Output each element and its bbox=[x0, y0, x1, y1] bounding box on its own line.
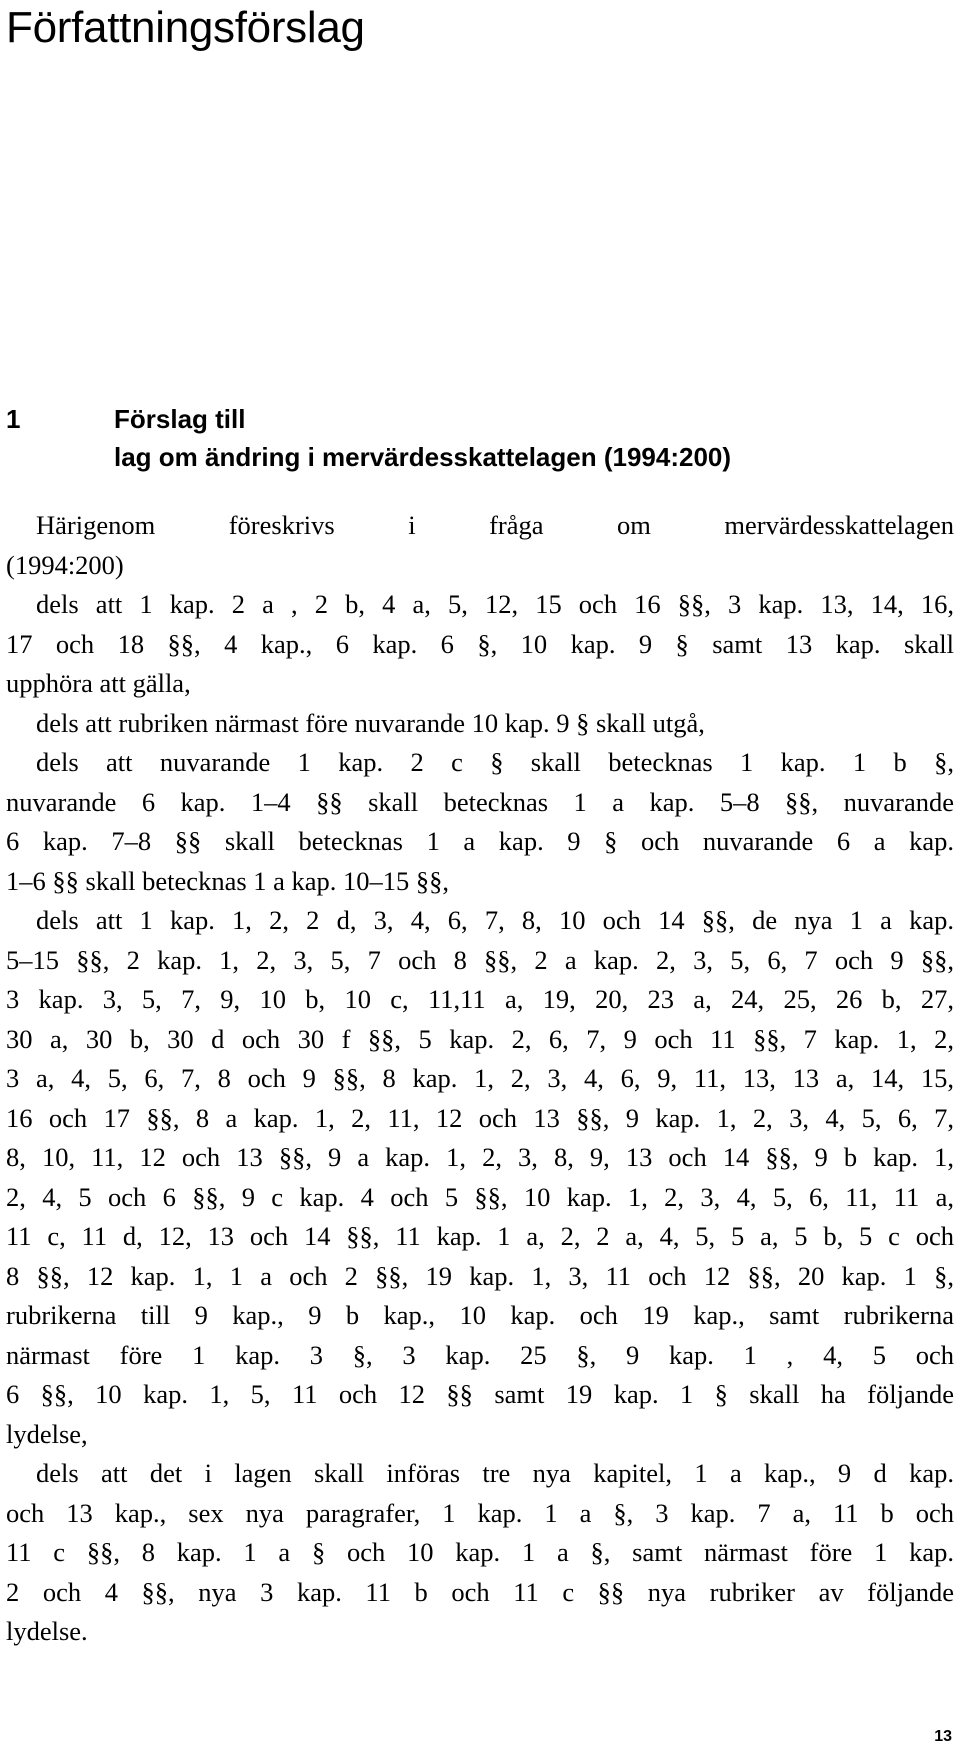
body-line: (1994:200) bbox=[6, 549, 124, 580]
body-line: rubrikerna till 9 kap., 9 b kap., 10 kap. och 19 kap., samt rubrikerna bbox=[6, 1300, 954, 1330]
body-line: 11 c §§, 8 kap. 1 a § och 10 kap. 1 a §, samt närmast före 1 kap. bbox=[6, 1537, 954, 1567]
body-line: 30 a, 30 b, 30 d och 30 f §§, 5 kap. 2, 6, 7, 9 och 11 §§, 7 kap. 1, 2, bbox=[6, 1023, 954, 1054]
body-line: 17 och 18 §§, 4 kap., 6 kap. 6 §, 10 kap. 9 § samt 13 kap. skall bbox=[6, 628, 954, 659]
body-line: dels att det i lagen skall införas tre nya kapitel, 1 a kap., 9 d kap. bbox=[36, 1458, 954, 1488]
body-line: 8 §§, 12 kap. 1, 1 a och 2 §§, 19 kap. 1, 3, 11 och 12 §§, 20 kap. 1 §, bbox=[6, 1260, 954, 1291]
body-line: lydelse, bbox=[6, 1418, 88, 1449]
body-line: 6 kap. 7–8 §§ skall betecknas 1 a kap. 9 § och nuvarande 6 a kap. bbox=[6, 826, 954, 856]
body-line: 3 a, 4, 5, 6, 7, 8 och 9 §§, 8 kap. 1, 2, 3, 4, 6, 9, 11, 13, 13 a, 14, 15, bbox=[6, 1063, 954, 1093]
section-title-line-1: Förslag till bbox=[114, 404, 246, 434]
page-title: Författningsförslag bbox=[6, 3, 365, 52]
body-line: Härigenom föreskrivs i fråga om mervärdesskattelagen bbox=[36, 510, 954, 540]
body-line: 8, 10, 11, 12 och 13 §§, 9 a kap. 1, 2, 3, 8, 9, 13 och 14 §§, 9 b kap. 1, bbox=[6, 1142, 954, 1172]
body-line: 3 kap. 3, 5, 7, 9, 10 b, 10 c, 11,11 a, 19, 20, 23 a, 24, 25, 26 b, 27, bbox=[6, 984, 954, 1014]
body-line: lydelse. bbox=[6, 1616, 88, 1646]
body-line: dels att nuvarande 1 kap. 2 c § skall betecknas 1 kap. 1 b §, bbox=[36, 747, 954, 777]
body-line: dels att 1 kap. 2 a , 2 b, 4 a, 5, 12, 15 och 16 §§, 3 kap. 13, 14, 16, bbox=[36, 589, 954, 619]
body-line: dels att rubriken närmast före nuvarande 10 kap. 9 § skall utgå, bbox=[36, 707, 705, 738]
body-line: 11 c, 11 d, 12, 13 och 14 §§, 11 kap. 1 a, 2, 2 a, 4, 5, 5 a, 5 b, 5 c och bbox=[6, 1221, 954, 1251]
page-number: 13 bbox=[934, 1728, 952, 1745]
body-line: dels att 1 kap. 1, 2, 2 d, 3, 4, 6, 7, 8, 10 och 14 §§, de nya 1 a kap. bbox=[36, 905, 954, 935]
body-line: och 13 kap., sex nya paragrafer, 1 kap. 1 a §, 3 kap. 7 a, 11 b och bbox=[6, 1497, 954, 1528]
section-title bbox=[114, 400, 731, 476]
body-line: 2 och 4 §§, nya 3 kap. 11 b och 11 c §§ nya rubriker av följande bbox=[6, 1576, 954, 1607]
body-line: 16 och 17 §§, 8 a kap. 1, 2, 11, 12 och 13 §§, 9 kap. 1, 2, 3, 4, 5, 6, 7, bbox=[6, 1102, 954, 1133]
body-text bbox=[6, 506, 954, 1652]
body-line: 1–6 §§ skall betecknas 1 a kap. 10–15 §§, bbox=[6, 865, 450, 896]
section-title-line-2: lag om ändring i mervärdesskattelagen (1994:200) bbox=[114, 442, 732, 472]
body-line: upphöra att gälla, bbox=[6, 668, 191, 698]
body-line: 6 §§, 10 kap. 1, 5, 11 och 12 §§ samt 19 kap. 1 § skall ha följande bbox=[6, 1379, 954, 1409]
body-line: 5–15 §§, 2 kap. 1, 2, 3, 5, 7 och 8 §§, 2 a kap. 2, 3, 5, 6, 7 och 9 §§, bbox=[6, 944, 954, 975]
body-line: närmast före 1 kap. 3 §, 3 kap. 25 §, 9 kap. 1 , 4, 5 och bbox=[6, 1339, 954, 1370]
body-line: nuvarande 6 kap. 1–4 §§ skall betecknas 1 a kap. 5–8 §§, nuvarande bbox=[6, 786, 954, 817]
section-number: 1 bbox=[6, 404, 21, 434]
body-line: 2, 4, 5 och 6 §§, 9 c kap. 4 och 5 §§, 10 kap. 1, 2, 3, 4, 5, 6, 11, 11 a, bbox=[6, 1181, 954, 1212]
